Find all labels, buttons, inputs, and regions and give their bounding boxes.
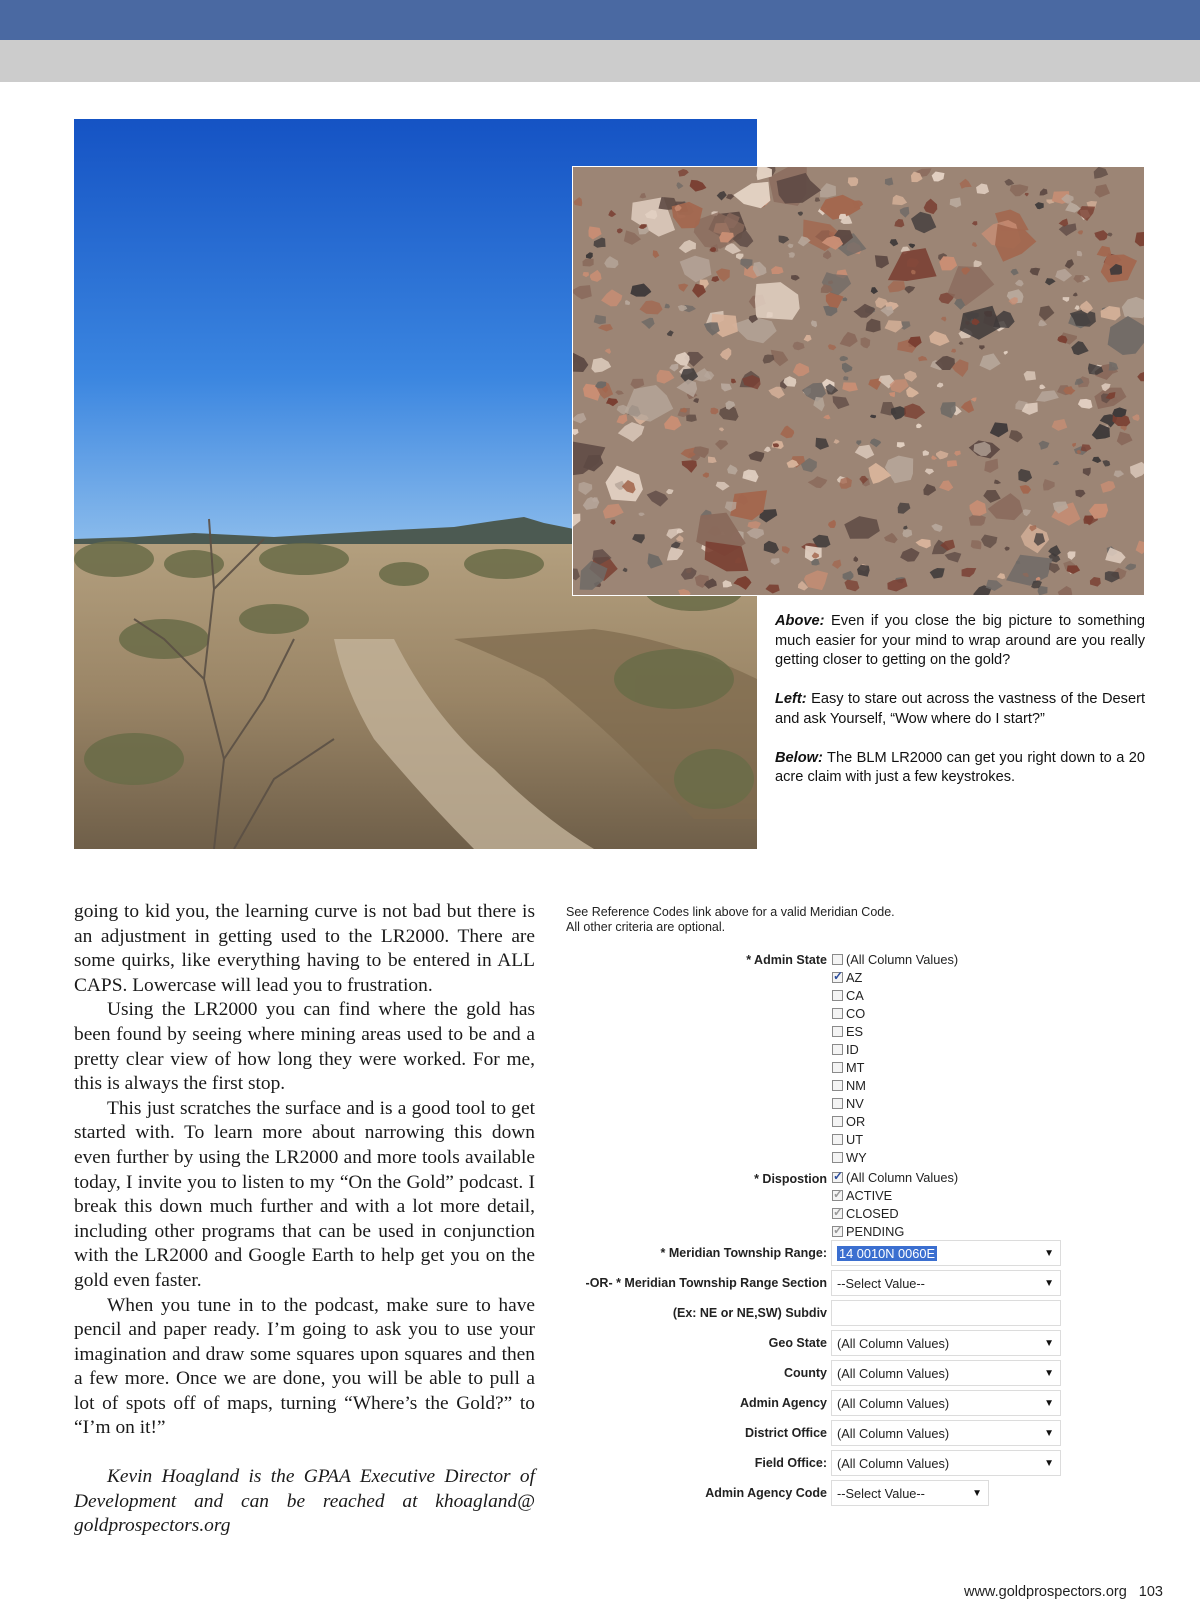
geo-state-label: Geo State [768, 1336, 827, 1350]
district-office-select[interactable]: (All Column Values) ▼ [831, 1420, 1061, 1446]
geo-state-select[interactable]: (All Column Values) ▼ [831, 1330, 1061, 1356]
page-footer [964, 1584, 1163, 1600]
article-paragraph: When you tune in to the podcast, make sure to have pencil and paper ready. I’m going to ask you to use your imagination and draw some squares upon squares and then a few more. Once we are done, you will be able to pull a lot of spots off of maps, turning “Where’s the Gold?” to “I’m on it!” [74, 1294, 535, 1439]
mtr-label: * Meridian Township Range: [660, 1246, 827, 1260]
author-bio: Kevin Hoagland is the GPAA Executive Director of Development and can be reached at khoagland@ goldprospectors.org [74, 1466, 535, 1537]
checkbox-unchecked-icon[interactable] [832, 1062, 843, 1073]
checkbox-label: (All Column Values) [846, 1169, 959, 1185]
admin-agency-code-label: Admin Agency Code [705, 1486, 827, 1500]
checkbox-label: ES [846, 1023, 864, 1039]
checkbox-option[interactable] [832, 950, 958, 968]
chevron-down-icon: ▼ [972, 1488, 982, 1499]
checkbox-option[interactable] [832, 1076, 958, 1094]
caption-left: Left: Easy to stare out across the vastness of the Desert and ask Yourself, “Wow where do I start?” [775, 691, 1145, 727]
checkbox-unchecked-icon[interactable] [832, 954, 843, 965]
checkbox-checked-icon[interactable] [832, 1226, 843, 1237]
form-note: See Reference Codes link above for a valid Meridian Code. All other criteria are optional. [566, 905, 895, 934]
checkbox-unchecked-icon[interactable] [832, 1134, 843, 1145]
checkbox-unchecked-icon[interactable] [832, 1098, 843, 1109]
checkbox-label: NV [846, 1095, 864, 1111]
checkbox-label: CLOSED [846, 1205, 899, 1221]
lr2000-form-screenshot [560, 900, 1080, 1510]
footer-url: www.goldprospectors.org [963, 1584, 1127, 1600]
caption-above: Above: Even if you close the big picture to something much easier for your mind to wrap around are you really getting closer to getting on the gold? [775, 613, 1145, 668]
checkbox-option[interactable] [832, 1148, 958, 1166]
field-office-select[interactable]: (All Column Values) ▼ [831, 1450, 1061, 1476]
checkbox-label: UT [846, 1131, 864, 1147]
checkbox-option[interactable] [832, 1130, 958, 1148]
checkbox-label: PENDING [846, 1223, 905, 1239]
checkbox-checked-icon[interactable] [832, 1190, 843, 1201]
checkbox-checked-icon[interactable] [832, 1208, 843, 1219]
checkbox-option[interactable] [832, 986, 958, 1004]
rocks-photo [572, 166, 1145, 596]
article-body [74, 900, 535, 1539]
checkbox-option[interactable] [832, 1204, 958, 1222]
checkbox-checked-icon[interactable] [832, 1172, 843, 1183]
checkbox-option[interactable] [832, 1040, 958, 1058]
field-office-label: Field Office: [754, 1456, 827, 1470]
checkbox-label: OR [846, 1113, 866, 1129]
checkbox-label: CO [846, 1005, 866, 1021]
chevron-down-icon: ▼ [1044, 1278, 1054, 1289]
checkbox-label: ACTIVE [846, 1187, 893, 1203]
checkbox-checked-icon[interactable] [832, 972, 843, 983]
page-number: 103 [1138, 1584, 1163, 1600]
checkbox-unchecked-icon[interactable] [832, 1080, 843, 1091]
subdiv-label: (Ex: NE or NE,SW) Subdiv [672, 1306, 827, 1320]
district-office-label: District Office [745, 1426, 827, 1440]
checkbox-option[interactable] [832, 1022, 958, 1040]
checkbox-unchecked-icon[interactable] [832, 1152, 843, 1163]
disposition-checkbox-list [832, 1168, 958, 1240]
checkbox-option[interactable] [832, 1094, 958, 1112]
checkbox-label: ID [846, 1041, 859, 1057]
photo-captions [775, 612, 1145, 807]
checkbox-option[interactable] [832, 968, 958, 986]
chevron-down-icon: ▼ [1044, 1338, 1054, 1349]
chevron-down-icon: ▼ [1044, 1368, 1054, 1379]
chevron-down-icon: ▼ [1044, 1248, 1054, 1259]
admin-state-checkbox-list [832, 950, 958, 1166]
admin-agency-label: Admin Agency [739, 1396, 827, 1410]
subdiv-input[interactable] [831, 1300, 1061, 1326]
checkbox-label: CA [846, 987, 864, 1003]
checkbox-label: (All Column Values) [846, 951, 959, 967]
checkbox-option[interactable] [832, 1112, 958, 1130]
sub-header-band [0, 40, 1200, 82]
caption-below: Below: The BLM LR2000 can get you right down to a 20 acre claim with just a few keystrokes. [775, 749, 1145, 785]
article-paragraph: This just scratches the surface and is a good tool to get started with. To learn more about narrowing this down even further by using the LR2000 and more tools available today, I invite you to listen to my “On the Gold” podcast. I break this down much further and with a lot more detail, including other programs that can be used in conjunction with the LR2000 and Google Earth to help get you on the gold even faster. [74, 1097, 535, 1291]
checkbox-unchecked-icon[interactable] [832, 990, 843, 1001]
disposition-label: * Dispostion [754, 1172, 827, 1186]
admin-agency-select[interactable]: (All Column Values) ▼ [831, 1390, 1061, 1416]
checkbox-unchecked-icon[interactable] [832, 1008, 843, 1019]
checkbox-label: WY [846, 1149, 867, 1165]
chevron-down-icon: ▼ [1044, 1398, 1054, 1409]
county-label: County [783, 1366, 827, 1380]
checkbox-option[interactable] [832, 1004, 958, 1022]
admin-agency-code-select[interactable]: --Select Value-- ▼ [831, 1480, 989, 1506]
chevron-down-icon: ▼ [1044, 1428, 1054, 1439]
checkbox-label: MT [846, 1059, 865, 1075]
checkbox-unchecked-icon[interactable] [832, 1026, 843, 1037]
article-paragraph: going to kid you, the learning curve is not bad but there is an adjustment in getting used to the LR2000. There are some quirks, like everything having to be entered in ALL CAPS. Lowercase will lead you to frustration. [74, 901, 535, 996]
article-paragraph: Using the LR2000 you can find where the gold has been found by seeing where mining areas used to be and a pretty clear view of how long they were worked. For me, this is always the first stop. [74, 999, 535, 1095]
checkbox-option[interactable] [832, 1168, 958, 1186]
checkbox-option[interactable] [832, 1058, 958, 1076]
mtrs-select[interactable]: --Select Value-- ▼ [831, 1270, 1061, 1296]
mtr-select[interactable]: 14 0010N 0060E ▼ [831, 1240, 1061, 1266]
checkbox-unchecked-icon[interactable] [832, 1116, 843, 1127]
county-select[interactable]: (All Column Values) ▼ [831, 1360, 1061, 1386]
checkbox-unchecked-icon[interactable] [832, 1044, 843, 1055]
checkbox-option[interactable] [832, 1222, 958, 1240]
header-band [0, 0, 1200, 40]
admin-state-label: * Admin State [746, 953, 827, 967]
checkbox-label: AZ [846, 969, 863, 985]
checkbox-label: NM [846, 1077, 866, 1093]
checkbox-option[interactable] [832, 1186, 958, 1204]
chevron-down-icon: ▼ [1044, 1458, 1054, 1469]
mtrs-label: -OR- * Meridian Township Range Section [585, 1276, 827, 1290]
